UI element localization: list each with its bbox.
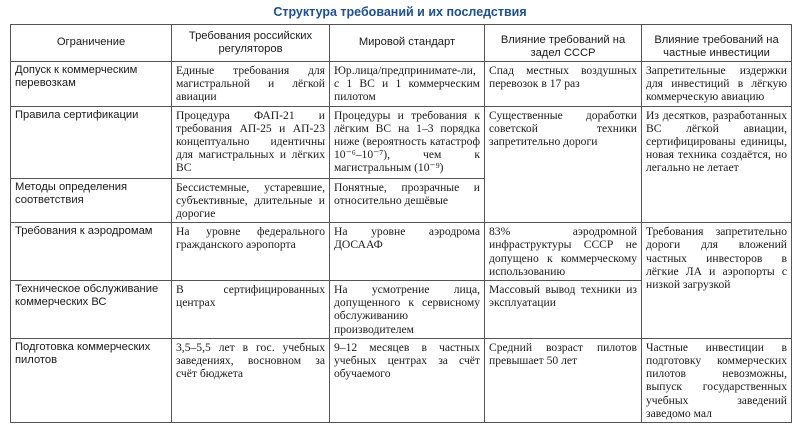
table-row [11, 62, 792, 107]
cell-limit: Требования к аэродромам [11, 223, 172, 281]
table-header-row [11, 25, 792, 62]
cell-russian: Единые требования для магистральной и лёгкой авиации [172, 62, 330, 107]
cell-private: Частные инвестиции в подготовку коммерческих пилотов невозможны, выпуск государственных учебных заведений заведомо мал [642, 338, 792, 422]
cell-russian: Бессистемные, устаревшие, субъективные, длительные и дорогие [172, 178, 330, 223]
cell-private: Запретительные издержки для инвестиций в лёгкую коммерческую авиацию [642, 62, 792, 107]
cell-world: Юр.лица/предпринимате-ли, с 1 ВС и 1 коммерческим пилотом [330, 62, 485, 107]
cell-russian: На уровне федерального гражданского аэропорта [172, 223, 330, 281]
cell-world: Процедуры и требования к лёгким ВС на 1–3 порядка ниже (вероятность катастроф 10⁻⁶–10⁻⁷), чем к магистральным (10⁻⁹) [330, 106, 485, 178]
cell-limit: Допуск к коммерческим перевозкам [11, 62, 172, 107]
page-title: Структура требований и их последствия [273, 5, 527, 19]
cell-limit: Правила сертификации [11, 106, 172, 178]
cell-ussr: Спад местных воздушных перевозок в 17 раз [485, 62, 642, 107]
cell-private: Из десятков, разработанных ВС лёгкой авиации, сертифицированы единицы, новая техника создаётся, но легально не летает [642, 106, 792, 223]
cell-russian: Процедура ФАП-21 и требования АП-25 и АП-23 концептуально идентичны для магистральных и лёгких ВС [172, 106, 330, 178]
cell-world: На усмотрение лица, допущенного к сервисному обслуживанию производителем [330, 281, 485, 339]
cell-world: Понятные, прозрачные и относительно дешёвые [330, 178, 485, 223]
cell-world: 9–12 месяцев в частных учебных центрах за счёт обучаемого [330, 338, 485, 422]
cell-russian: В сертифицированных центрах [172, 281, 330, 339]
cell-world: На уровне аэродрома ДОСААФ [330, 223, 485, 281]
cell-limit: Техническое обслуживание коммерческих ВС [11, 281, 172, 339]
cell-ussr: Массовый вывод техники из эксплуатации [485, 281, 642, 339]
cell-ussr: Средний возраст пилотов превышает 50 лет [485, 338, 642, 422]
cell-private: Требования запретительно дороги для вложений частных инвесторов в лёгкие ЛА и аэропорты с низкой загрузкой [642, 223, 792, 339]
cell-ussr: Существенные доработки советской техники запретительно дороги [485, 106, 642, 223]
table-row [11, 223, 792, 281]
header-ussr-impact: Влияние требований на задел СССР [485, 25, 642, 62]
header-world-standard: Мировой стандарт [330, 25, 485, 62]
cell-limit: Подготовка коммерческих пилотов [11, 338, 172, 422]
table-row [11, 106, 792, 178]
cell-limit: Методы определения соответствия [11, 178, 172, 223]
requirements-table [10, 24, 792, 423]
header-limit: Ограничение [11, 25, 172, 62]
cell-ussr: 83% аэродромной инфраструктуры СССР не допущено к коммерческому использованию [485, 223, 642, 281]
cell-russian: 3,5–5,5 лет в гос. учебных заведениях, восновном за счёт бюджета [172, 338, 330, 422]
header-russian-regulators: Требования российских регуляторов [172, 25, 330, 62]
table-row [11, 338, 792, 422]
header-private-impact: Влияние требований на частные инвестиции [642, 25, 792, 62]
